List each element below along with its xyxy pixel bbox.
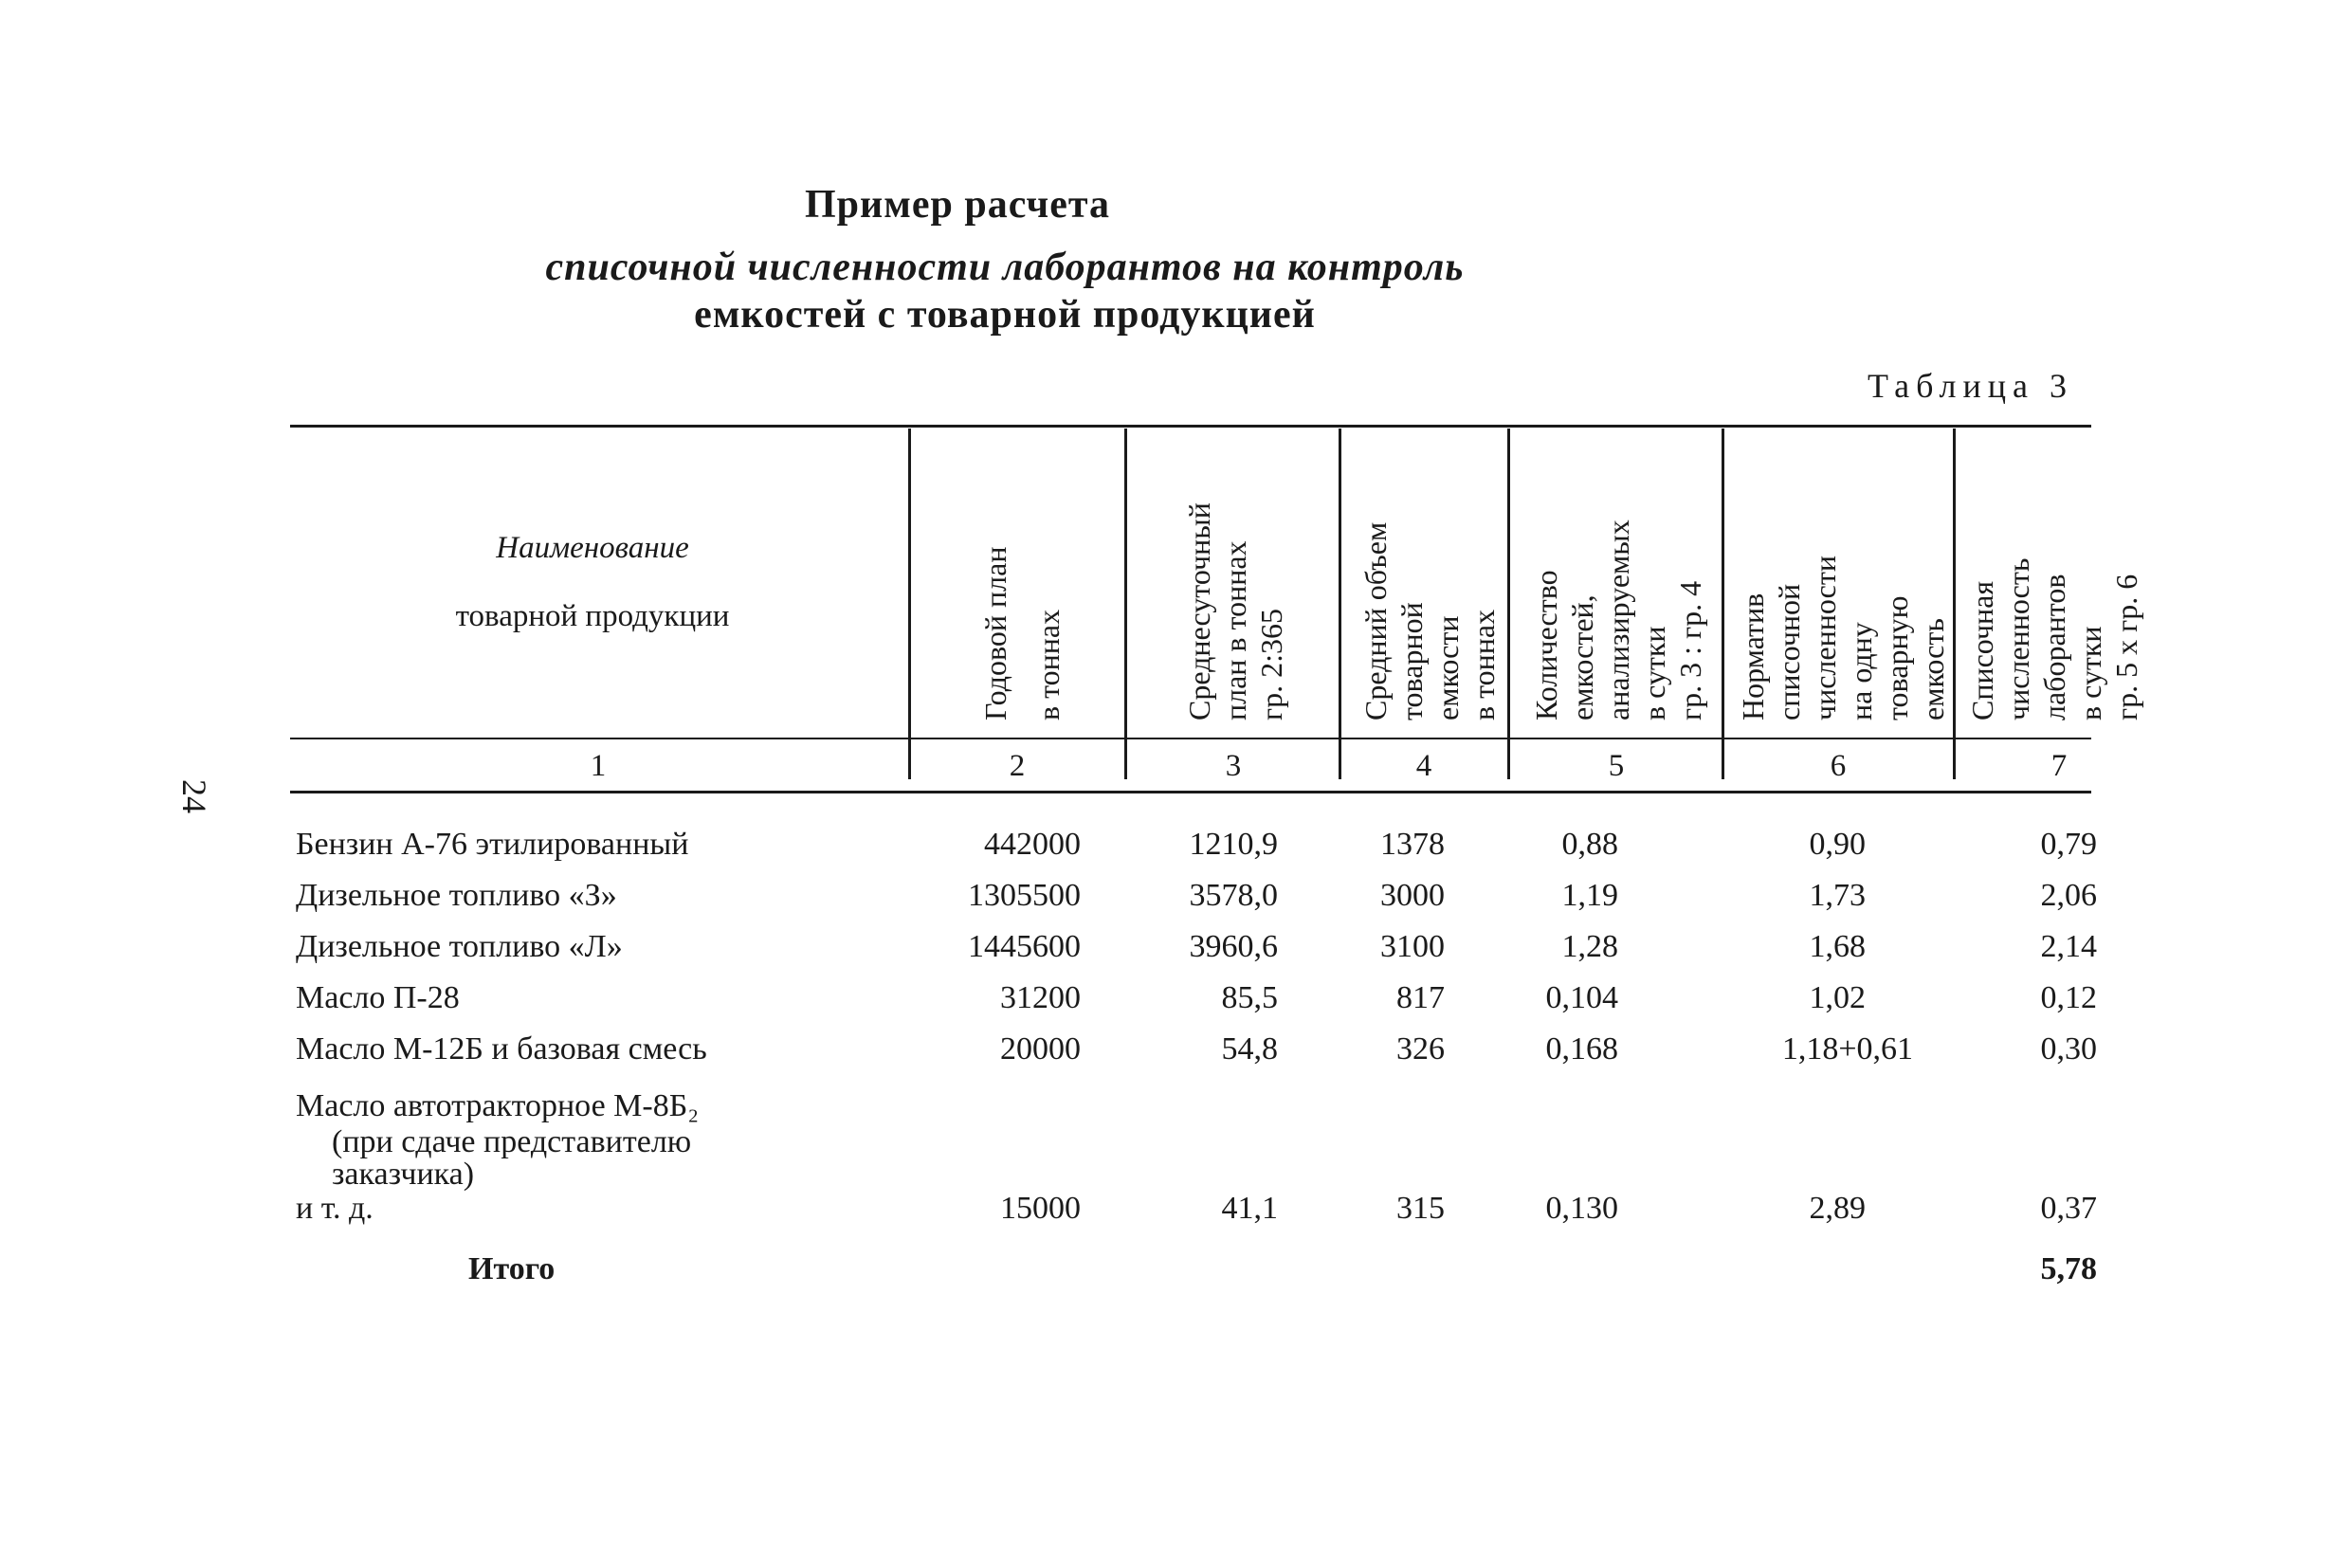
- cell-c4: 3000: [1380, 878, 1445, 913]
- cell-c7: 0,30: [2040, 1031, 2097, 1067]
- total-value: 5,78: [2040, 1251, 2097, 1286]
- column-number-3: 3: [1225, 749, 1242, 783]
- cell-c4: 315: [1396, 1191, 1445, 1226]
- title-line-1: Пример расчета: [805, 183, 1110, 227]
- colnum-bottom-rule: [290, 791, 2091, 793]
- cell-c5: 0,104: [1545, 980, 1618, 1015]
- cell-c7: 0,37: [2040, 1191, 2097, 1226]
- cell-c3: 41,1: [1221, 1191, 1278, 1226]
- row-name: Масло П-28: [296, 980, 460, 1015]
- header-col4-block: [1358, 446, 1509, 720]
- header-col5-line4: в сутки: [1637, 626, 1671, 720]
- col-separator-3: [1339, 428, 1341, 779]
- cell-c7: 2,14: [2040, 929, 2097, 964]
- cell-c7: 0,79: [2040, 827, 2097, 862]
- cell-c3: 3578,0: [1189, 878, 1278, 913]
- row-name-line2: (при сдаче представителю: [332, 1124, 692, 1159]
- header-col7-line1: Списочная: [1965, 580, 1999, 720]
- table-top-rule: [290, 425, 2091, 428]
- header-col2-line1: Годовой план: [978, 546, 1012, 720]
- cell-c6: 1,68: [1809, 929, 1866, 964]
- col-separator-2: [1124, 428, 1127, 779]
- title-line-3: емкостей с товарной продукцией: [694, 293, 1316, 337]
- cell-c5: 1,19: [1561, 878, 1618, 913]
- cell-c6: 1,02: [1809, 980, 1866, 1015]
- cell-c2: 20000: [1000, 1031, 1081, 1067]
- cell-c4: 326: [1396, 1031, 1445, 1067]
- header-col7-block: [1964, 446, 2154, 720]
- header-col7-line4: в сутки: [2073, 626, 2107, 720]
- cell-c2: 15000: [1000, 1191, 1081, 1226]
- header-bottom-rule: [290, 738, 2091, 739]
- cell-c5: 1,28: [1561, 929, 1618, 964]
- column-number-2: 2: [1009, 749, 1026, 783]
- cell-c6: 0,90: [1809, 827, 1866, 862]
- col-separator-5: [1722, 428, 1724, 779]
- header-col6-line4: на одну: [1844, 622, 1878, 720]
- header-col3-line1: Среднесуточный: [1182, 502, 1216, 720]
- row-name-line4: и т. д.: [296, 1191, 374, 1226]
- header-col5-line5: гр. 3 : гр. 4: [1673, 580, 1707, 720]
- header-col5-line3: анализируемых: [1601, 520, 1635, 720]
- header-col7-line5: гр. 5 х гр. 6: [2109, 574, 2143, 720]
- header-col6-line6: емкость: [1916, 618, 1950, 720]
- header-name-line1: Наименование: [496, 531, 689, 565]
- row-name: Дизельное топливо «Л»: [296, 929, 623, 964]
- header-col6-line3: численности: [1808, 556, 1842, 720]
- cell-c6: 2,89: [1809, 1191, 1866, 1226]
- cell-c5: 0,168: [1545, 1031, 1618, 1067]
- title-line-2: списочной численности лаборантов на контроль: [545, 246, 1465, 289]
- column-number-5: 5: [1608, 749, 1625, 783]
- column-number-1: 1: [590, 749, 607, 783]
- column-number-6: 6: [1830, 749, 1847, 783]
- header-name-line2: товарной продукции: [455, 599, 730, 633]
- cell-c2: 1305500: [968, 878, 1081, 913]
- cell-c2: 442000: [984, 827, 1081, 862]
- cell-c3: 54,8: [1221, 1031, 1278, 1067]
- header-col5-block: [1528, 446, 1718, 720]
- row-name-line1: Масло автотракторное М-8Б₂: [296, 1088, 700, 1123]
- col-separator-6: [1953, 428, 1956, 779]
- cell-c4: 817: [1396, 980, 1445, 1015]
- page-number: 24: [175, 779, 213, 813]
- cell-c2: 1445600: [968, 929, 1081, 964]
- column-number-4: 4: [1415, 749, 1432, 783]
- total-label: Итого: [468, 1251, 556, 1286]
- header-col4-line1: Средний объем: [1358, 521, 1393, 720]
- cell-c6: 1,73: [1809, 878, 1866, 913]
- header-col6-line5: товарную: [1880, 595, 1914, 720]
- header-col2-block: [969, 483, 1083, 720]
- row-name: Бензин А-76 этилированный: [296, 827, 689, 862]
- header-col3-line2: план в тоннах: [1218, 540, 1252, 720]
- row-name-line3: заказчика): [332, 1157, 475, 1192]
- header-col4-line2: товарной: [1394, 602, 1429, 720]
- cell-c6: 1,18+0,61: [1781, 1031, 1913, 1067]
- cell-c2: 31200: [1000, 980, 1081, 1015]
- table-label: Таблица 3: [1868, 367, 2073, 405]
- header-col3-line3: гр. 2:365: [1254, 608, 1288, 720]
- cell-c3: 85,5: [1221, 980, 1278, 1015]
- header-col4-line3: емкости: [1431, 615, 1465, 720]
- header-col6-line2: списочной: [1772, 583, 1806, 720]
- cell-c7: 0,12: [2040, 980, 2097, 1015]
- header-col5-line2: емкостей,: [1565, 594, 1599, 720]
- cell-c3: 3960,6: [1189, 929, 1278, 964]
- cell-c4: 1378: [1380, 827, 1445, 862]
- header-col6-line1: Норматив: [1736, 593, 1770, 720]
- cell-c5: 0,130: [1545, 1191, 1618, 1226]
- header-col5-line1: Количество: [1529, 570, 1563, 720]
- row-name: Дизельное топливо «З»: [296, 878, 617, 913]
- header-col4-line4: в тоннах: [1467, 609, 1501, 720]
- cell-c7: 2,06: [2040, 878, 2097, 913]
- column-number-7: 7: [2050, 749, 2068, 783]
- cell-c3: 1210,9: [1189, 827, 1278, 862]
- col-separator-1: [908, 428, 911, 779]
- header-col7-line2: численность: [2001, 557, 2035, 720]
- cell-c5: 0,88: [1561, 827, 1618, 862]
- header-col6-block: [1735, 446, 1953, 720]
- header-col7-line3: лаборантов: [2037, 574, 2071, 720]
- cell-c4: 3100: [1380, 929, 1445, 964]
- row-name: Масло М-12Б и базовая смесь: [296, 1031, 707, 1067]
- header-col2-line2: в тоннах: [1031, 609, 1066, 720]
- header-col3-block: [1181, 446, 1304, 720]
